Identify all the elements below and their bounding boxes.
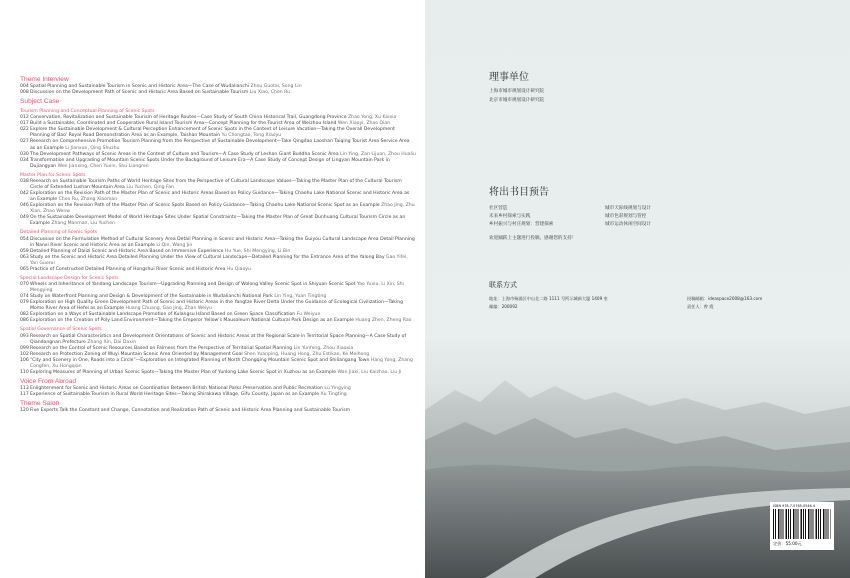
toc-entry — [20, 139, 416, 151]
article-authors: Liu Xiao, Chen Ru — [249, 90, 291, 96]
toc-entry — [20, 179, 416, 191]
upcoming-item: 城市运动休闲空间设计 — [605, 222, 651, 227]
article-authors: Li Qin, Wang Jin — [156, 242, 193, 248]
article-title: On the Sustainable Development Model of World Heritage Sites Under Spatial Constraints—Taking the Master Plan of Great Dunhuang Cultural Tourism Circle as an Example — [30, 215, 406, 227]
page-number: 113 — [20, 385, 29, 391]
page-number: 012 — [20, 115, 29, 121]
contact-email: 投稿邮箱：ideaspace2008@163.com — [687, 296, 763, 301]
article-title: Exploration on the Revision Path of the Master Plan of Scenic Spots Based on Policy Guidance—Taking Chaohu Lake National Scenic Spot as an Example — [30, 203, 380, 209]
toc-entry — [20, 282, 416, 294]
article-authors: Zhao Yong, Xu Kaixia — [348, 115, 397, 121]
toc-entry — [20, 90, 416, 96]
article-authors: Wan Jiaxi, Liu Kaizhao, Liu Ji — [337, 369, 402, 375]
subsection-title: Special Landscape Design for Scenic Spots — [20, 275, 119, 281]
article-title: Study on Waterfront Planning and Design & Development of the Sustainable in Wudalianchi National Park — [30, 294, 273, 300]
mist-layer — [425, 340, 850, 460]
article-title: Five Experts Talk the Constant and Change, Connotation and Realization Path of Scenic and Historic Area Planning and Sustainable Tourism — [30, 407, 351, 413]
page-number: 099 — [20, 345, 29, 351]
contact-address: 地址：上海市杨浦区中山北二路 1111 号所示城新大厦 1409 室 — [489, 296, 608, 301]
page-number: 034 — [20, 157, 29, 163]
toc-section — [20, 76, 416, 96]
article-title: Spatial Planning and Sustainable Tourism in Scenic and Historic Area—The Case of Wudalianchi — [30, 84, 250, 89]
article-authors: Lu Yingying — [324, 385, 351, 391]
page-number: 093 — [20, 333, 29, 339]
toc-entry — [20, 203, 416, 215]
entry-text-wrap — [30, 127, 416, 139]
entry-text-wrap — [30, 408, 416, 414]
toc-entry — [20, 267, 416, 273]
page-number: 027 — [20, 139, 29, 145]
barcode — [773, 509, 831, 539]
entry-text-wrap — [30, 370, 416, 376]
article-authors: Shen Yuanping, Huang Hong, Zhu Estikan, Ke Meihong — [244, 351, 370, 357]
article-title: The Development Pathways of Scenic Areas in the Context of Culture and Tourism—A Case Study of Leshan Giant Buddha Scenic Area — [30, 151, 339, 157]
article-title: Explore the Sustainable Development & Cultural Perception Enhancement of Scenic Spots in the Context of Leisure Vacation—Taking the Overall Development Planning of Bao' Royal Road Demonstration Area as an Example, Taishan Mountain — [30, 127, 395, 139]
page-number: 074 — [20, 294, 29, 300]
article-title: Exploration on High Quality Green Development Path of Scenic and Historic Areas in the Yangtze River Delta Under the Guidance of Ecological Civilization—Taking Momo River Area of Hefei as an Example — [30, 300, 404, 312]
article-authors: Hang Yong, Zhang Congfen, Xu Hongqian — [30, 357, 413, 369]
article-authors: Huang Zhen, Zheng Rao — [355, 318, 412, 324]
article-authors: Gao Yifei, Yan Guorui — [30, 254, 408, 266]
toc-entry — [20, 318, 416, 324]
article-title: Exploring Measures of Planning of Urban Scenic Spots—Taking the Master Plan of Yunlong Lake Scenic Spot in Xuzhou as an Example — [30, 369, 337, 375]
toc-entry — [20, 300, 416, 312]
toc-entry — [20, 408, 416, 414]
contact-postcode: 邮编：200092 — [489, 304, 518, 309]
toc-entry — [20, 370, 416, 376]
article-title: Conservation, Revitalization and Sustainable Tourism of Heritage Routes—Case Study of South China Historical Trail, Guangdong Province — [30, 115, 347, 121]
page-number: 079 — [20, 300, 29, 306]
page-number: 065 — [20, 266, 29, 272]
isbn-text: ISBN 978-7-5765-0546-4 — [773, 504, 816, 508]
toc-entry — [20, 255, 416, 267]
subsection-title: Tourism Planning and Conceptual Planning of Scenic Spots — [20, 109, 155, 115]
article-title: Enlightenment for Scenic and Historic Areas on Coordination Between British National Parks Preservation and Public Recreation — [30, 385, 323, 391]
article-authors: Yu Chongtao, Tong Xiaoyu — [221, 133, 282, 139]
toc-entry — [20, 127, 416, 139]
toc-entry — [20, 334, 416, 346]
entry-text-wrap — [30, 392, 416, 398]
page-number: 017 — [20, 121, 29, 127]
entry-text-wrap — [30, 158, 416, 170]
page-number: 070 — [20, 281, 29, 287]
toc-entry — [20, 237, 416, 249]
section-title: Voice From Abroad — [20, 377, 77, 385]
entry-text-wrap — [30, 191, 416, 203]
upcoming-item: 社区营造 — [489, 206, 508, 211]
article-title: Build a Sustainable, Coordinated and Cooperative Rural Island Tourism Area—Concept Planning for the Tourist Area of Weizhou Island — [30, 121, 337, 127]
upcoming-item: 城市色彩规划与管控 — [605, 214, 647, 219]
upcoming-item: 城市天际线规划与设计 — [605, 206, 651, 211]
page-number: 120 — [20, 407, 29, 413]
article-authors: Fu Weiyun — [296, 312, 321, 318]
section-title: Theme Salon — [20, 399, 60, 407]
entry-text-wrap — [30, 282, 416, 294]
article-authors: Li Jianxun, Qing Shuzhu — [65, 145, 120, 151]
page-number: 106 — [20, 357, 29, 363]
article-authors: Liu Yuchen, Qing Fan — [126, 184, 174, 190]
page-number: 102 — [20, 351, 29, 357]
barcode-box — [770, 502, 834, 550]
article-authors: Xu Tingting — [320, 391, 347, 397]
page-number: 038 — [20, 178, 29, 184]
article-title: Research on Comprehensive Promotion Tourism Planning from the Perspective of Sustainable Development—Take Qingdao Laoshan Taiqing Tourist Area Service Area as an Example — [30, 139, 410, 151]
article-title: Exploration on the Creation of Poly Land Environment—Taking the Emperor Yellow's Mausoleum National Cultural Park Design as an Example — [30, 318, 354, 324]
entry-text-wrap — [30, 267, 416, 273]
page-number: 059 — [20, 248, 29, 254]
council-member: 北京市城市规划设计研究院 — [489, 98, 545, 103]
section-title: Theme Interview — [20, 76, 69, 83]
article-authors: Zhao Jing, Zhu Xian, Zhao Wenw — [30, 203, 415, 215]
page-number: 046 — [20, 203, 29, 209]
subsection-title: Master Plan for Scenic Spots — [20, 172, 86, 178]
toc-section — [20, 98, 416, 376]
table-of-contents — [20, 74, 416, 414]
entry-text-wrap — [30, 90, 416, 96]
upcoming-item: 未来乡村探索与实践 — [489, 214, 531, 219]
entry-text-wrap — [30, 215, 416, 227]
page-number: 049 — [20, 215, 29, 221]
page-number: 110 — [20, 369, 29, 375]
entry-text-wrap — [30, 203, 416, 215]
article-title: Detailed Planning of Dalizi Scenic and Historic Area Based on Immersive Experience — [30, 248, 224, 254]
page-number: 117 — [20, 391, 29, 397]
article-authors: Wen Jianxing, Chen Yuxin, Shu Liangren — [57, 163, 149, 169]
page-number: 030 — [20, 151, 29, 157]
entry-text-wrap — [30, 318, 416, 324]
page-number: 042 — [20, 191, 29, 197]
contact-editor: 责任人：曾 霞 — [687, 304, 714, 309]
article-title: Wheels and Inheritance of Yandang Landscape Tourism—Upgrading Planning and Design of Wolong Valley Scenic Spot in Shiyuan Scenic Spot — [30, 281, 356, 287]
upcoming-note: 欢迎踊跃上主题进行投稿，感谢您的支持！ — [489, 236, 577, 241]
subsection-title: Spatial Governance of Scenic Spots — [20, 327, 102, 333]
entry-text-wrap — [30, 358, 416, 370]
page-number: 063 — [20, 254, 29, 260]
article-title: Discussion on the Formulation Method of Cultural Scenery Area Detail Planning in Scenic and Historic Area—Taking the Guiyou Cultural Landscape Area Detail Planning in Nanxi River Scenic and Historic Area as an Example — [30, 236, 415, 248]
article-authors: Hu Qiaoyu — [226, 266, 251, 272]
article-title: "City and Scenery in One, Roads into a Circle"—Exploration on Integrated Planning of North Chongqing Mountain Scenic Spot and Shiliangang Town — [30, 357, 370, 363]
entry-text-wrap — [30, 179, 416, 191]
price-label: 定价：55.00元 — [773, 541, 802, 546]
toc-entry — [20, 358, 416, 370]
article-authors: Yao Yuxiu, Li Xin, Shi Mengying — [30, 281, 404, 294]
article-title: Practice of Constructed Detailed Planning of Hongshui River Scenic and Historic Area — [30, 266, 226, 272]
article-title: Discussion on the Development Path of Scenic and Historic Area Based on Sustainable Tourism — [30, 90, 249, 96]
subsection-title: Detailed Planning of Scenic Spots — [20, 230, 98, 236]
article-title: Exploration on a Ways of Sustainable Landscape Promotion of Kulangsu Island Based on Green Space Classification — [30, 312, 296, 318]
upcoming-item: 乡村振兴与村庄规划：营建探索 — [489, 222, 554, 227]
page-number: 022 — [20, 127, 29, 133]
article-title: Exploration on the Revision Path of the Master Plan of Scenic and Historic Areas Based on Policy Guidance—Taking Chaohu Lake National Scenic and Historic Area as an Example — [30, 191, 410, 203]
back-cover — [425, 0, 850, 578]
entry-text-wrap — [30, 255, 416, 267]
council-member: 上海市城市规划设计研究院 — [489, 89, 545, 94]
article-title: Research on the Control of Scenic Resources Based on Fairness from the Perspective of Territorial Spatial Planning — [30, 345, 293, 351]
entry-text-wrap — [30, 334, 416, 346]
page-number: 008 — [20, 90, 29, 96]
article-authors: Lin Ying, Yuan Tingting — [274, 294, 327, 300]
article-title: Research on Sustainable Tourism Paths of World Heritage Sites from the Perspective of Cultural Landscape Values—Taking the Master Plan of the Cultural Tourism Circle of Extended Lushan Mountain Area — [30, 178, 402, 190]
article-title: Research on Protection Zoning of Wuyi Mountain Scenic Area Oriented by Management Goal — [30, 351, 243, 357]
toc-entry — [20, 215, 416, 227]
article-authors: Zhang Manman, Liu Yuchen — [51, 221, 115, 227]
entry-text-wrap — [30, 300, 416, 312]
article-authors: Zhang Xin, Dai Daxin — [87, 339, 137, 345]
council-heading: 理事单位 — [489, 72, 529, 83]
article-authors: Huang Chuang, Gao Jing, Zhan Weiyu — [125, 306, 212, 312]
toc-entry — [20, 191, 416, 203]
article-authors: Wen Xiaoyi, Zhao Qian — [337, 121, 391, 127]
toc-section — [20, 400, 416, 414]
article-authors: Zhou Guotai, Song Lin — [250, 84, 302, 89]
toc-section — [20, 378, 416, 398]
contact-heading: 联系方式 — [489, 281, 517, 289]
upcoming-heading: 将出书目预告 — [489, 187, 549, 198]
article-title: Research on Spatial Characteristics and Development Orientations of Scenic and Historic Areas at the Regional Scale in Territorial Space Planning—A Case Study of Qiandongnan Prefecture — [30, 333, 407, 345]
entry-text-wrap — [30, 139, 416, 151]
page-number: 082 — [20, 312, 29, 318]
page-number: 054 — [20, 236, 29, 242]
section-title: Subject Case — [20, 98, 60, 106]
toc-entry — [20, 158, 416, 170]
toc-entry — [20, 392, 416, 398]
article-authors: Chen Ru, Zhang Xiaoman — [58, 197, 118, 203]
article-authors: Hu Yue, Shi Mengying, Li Bin — [224, 248, 291, 254]
article-authors: Lin Yunfeng, Zhou Xiaoxia — [293, 345, 354, 351]
article-title: Transformation and Upgrading of Mountain Scenic Spots Under the Background of Leisure Era—A Case Study of Concept Design of Lingyan Mountain Park in Dujiangyan — [30, 157, 390, 169]
page-number: 086 — [20, 318, 29, 324]
entry-text-wrap — [30, 237, 416, 249]
article-title: Study on the Scenic and Historic Area Detailed Planning Under the View of Cultural Landscape—Detailed Planning for the Entrance Area of the Yalong Bay — [30, 254, 385, 260]
article-authors: Lin Ying, Zan Lijuan, Zhou Hualiu — [340, 151, 416, 157]
page-number: 004 — [20, 84, 29, 89]
article-title: Experience of Sustainable Tourism in Rural World Heritage Sites—Taking Shirakawa Village, Gifu County, Japan as an Example — [30, 391, 320, 397]
